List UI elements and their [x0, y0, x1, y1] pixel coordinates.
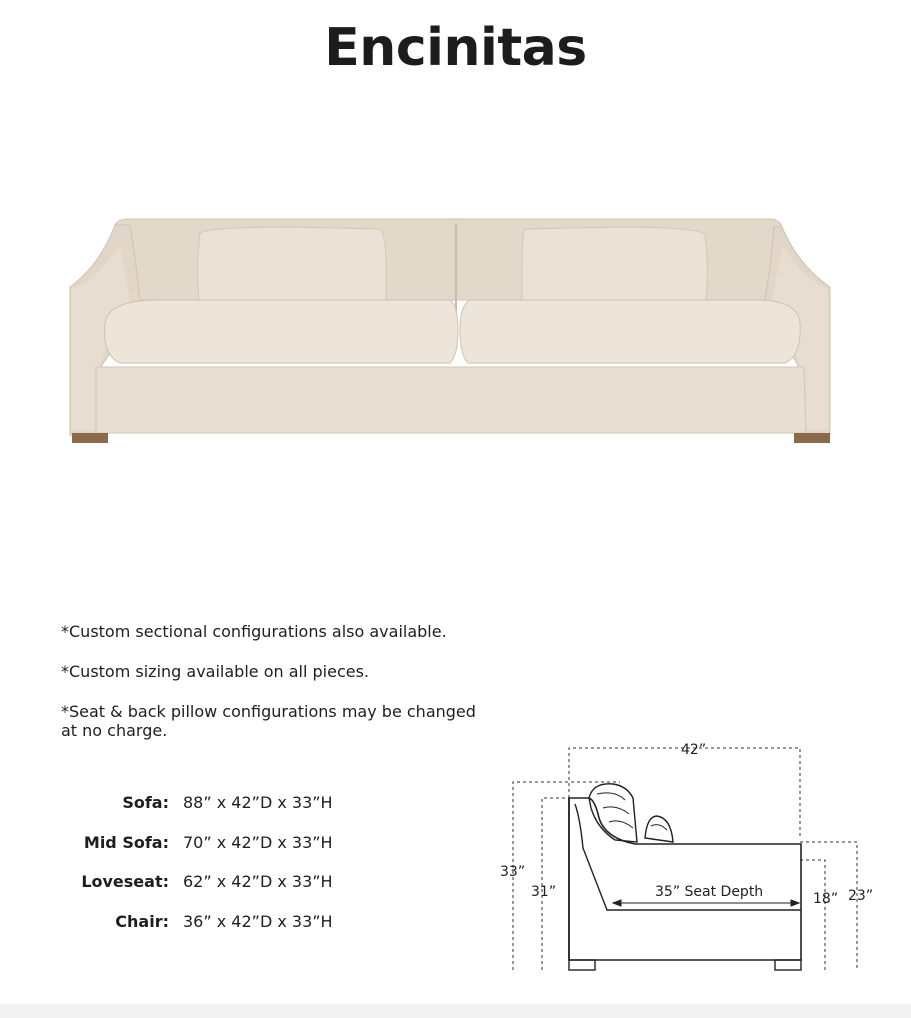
spec-row-chair [60, 912, 390, 952]
spec-label: Sofa: [122, 793, 169, 812]
dim-arm-height: 23” [848, 888, 874, 904]
spec-label: Chair: [115, 911, 169, 931]
spec-row-sofa [60, 793, 390, 833]
sofa-image [60, 205, 840, 454]
spec-row-mid-sofa [60, 833, 390, 873]
spec-value: 62” x 42”D x 33”H [183, 872, 333, 891]
product-title: Encinitas [324, 18, 587, 78]
side-profile-diagram [495, 738, 895, 987]
note-pillow-config: *Seat & back pillow configurations may be changed at no charge. [61, 702, 476, 740]
page-footer-strip [0, 1004, 911, 1018]
spec-value: 36” x 42”D x 33”H [183, 911, 333, 931]
notes-list [61, 622, 481, 761]
note-sectional: *Custom sectional configurations also available. [61, 622, 447, 641]
spec-label: Mid Sofa: [83, 832, 169, 852]
sofa-illustration [60, 205, 840, 450]
dimensions-list [60, 793, 390, 951]
spec-value: 88” x 42”D x 33”H [183, 793, 333, 812]
spec-value: 70” x 42”D x 33”H [183, 832, 333, 852]
dim-back-height: 31” [531, 884, 557, 900]
profile-drawing [495, 738, 895, 983]
note-custom-sizing: *Custom sizing available on all pieces. [61, 662, 369, 681]
dim-total-height: 33” [500, 864, 526, 880]
spec-label: Loveseat: [81, 872, 169, 891]
spec-row-loveseat [60, 872, 390, 912]
dim-seat-height: 18” [813, 891, 839, 907]
dim-total-depth: 42” [681, 742, 707, 758]
dim-seat-depth: 35” Seat Depth [655, 884, 764, 900]
